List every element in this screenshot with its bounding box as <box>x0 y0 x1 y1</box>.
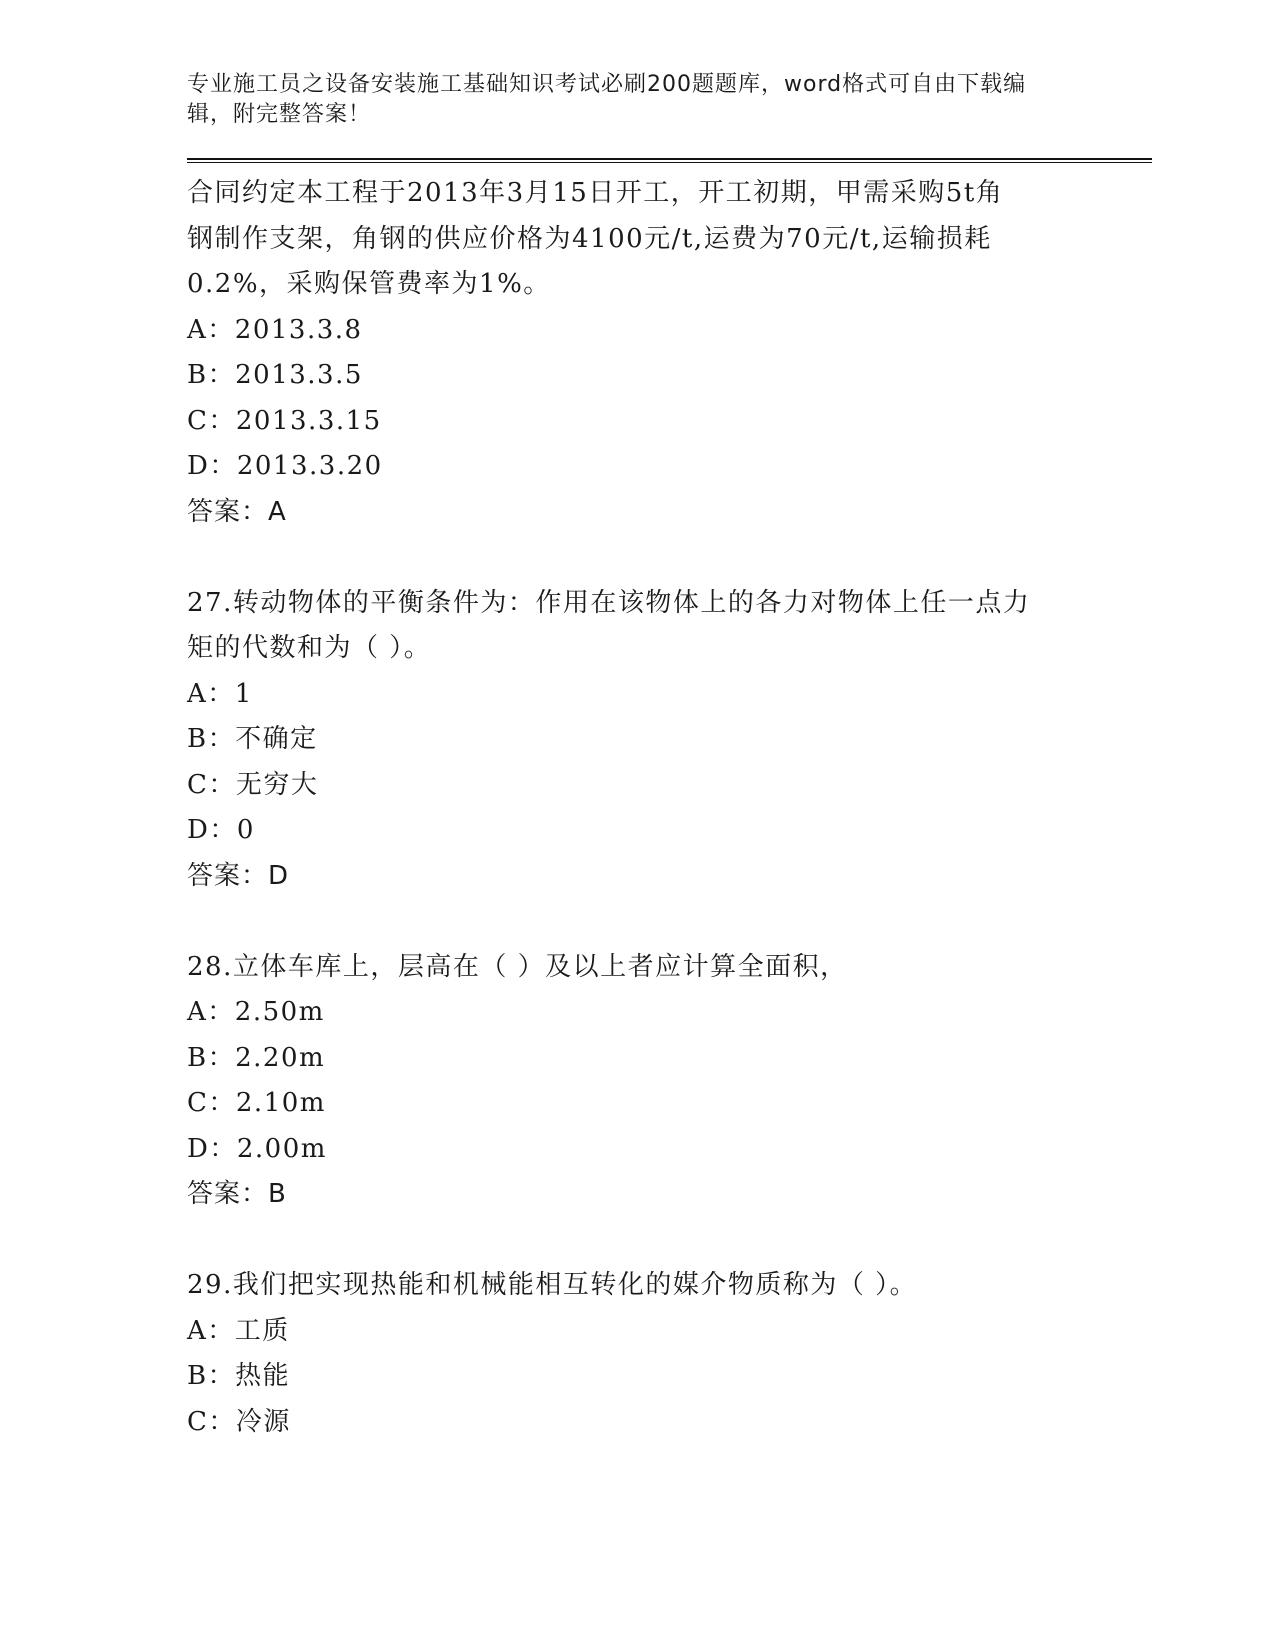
question-list <box>187 171 1147 1445</box>
question-stem-line: 合同约定本工程于2013年3月15日开工，开工初期，甲需采购5t角 <box>187 178 1004 208</box>
option-c: C：2.10m <box>187 1088 326 1118</box>
header-divider <box>187 158 1152 163</box>
question-stem-line: 28.立体车库上，层高在（ ）及以上者应计算全面积， <box>187 951 848 982</box>
option-b: B：热能 <box>187 1361 291 1391</box>
option-d: D：2013.3.20 <box>187 451 383 481</box>
question-stem-line: 0.2%，采购保管费率为1%。 <box>187 269 551 299</box>
answer-line: 答案：A <box>187 496 287 527</box>
answer-line: 答案：D <box>187 860 290 891</box>
document-page <box>187 70 1147 1445</box>
question-stem-line: 矩的代数和为（ ）。 <box>187 633 432 663</box>
option-d: D：2.00m <box>187 1133 327 1164</box>
document-header: 专业施工员之设备安装施工基础知识考试必刷200题题库，word格式可自由下载编辑，附完整答案！ <box>187 72 1027 127</box>
option-b: B：2013.3.5 <box>187 360 363 390</box>
option-c: C：无穷大 <box>187 769 319 800</box>
question-stem-line: 27.转动物体的平衡条件为：作用在该物体上的各力对物体上任一点力 <box>187 587 1031 618</box>
question-stem-line: 钢制作支架，角钢的供应价格为4100元/t,运费为70元/t,运输损耗 <box>187 223 992 254</box>
question-block <box>187 945 1147 1218</box>
question-stem-line: 29.我们把实现热能和机械能相互转化的媒介物质称为（ ）。 <box>187 1270 918 1300</box>
option-a: A：2013.3.8 <box>187 314 363 345</box>
question-block <box>187 1263 1147 1445</box>
option-a: A：2.50m <box>187 997 325 1027</box>
option-c: C：冷源 <box>187 1406 291 1437</box>
option-c: C：2013.3.15 <box>187 405 382 436</box>
option-b: B：2.20m <box>187 1042 326 1073</box>
option-a: A：工质 <box>187 1315 290 1346</box>
answer-line: 答案：B <box>187 1179 287 1209</box>
option-d: D：0 <box>187 815 255 845</box>
question-block <box>187 581 1147 900</box>
option-a: A：1 <box>187 678 253 709</box>
option-b: B：不确定 <box>187 724 318 754</box>
question-block <box>187 171 1147 535</box>
